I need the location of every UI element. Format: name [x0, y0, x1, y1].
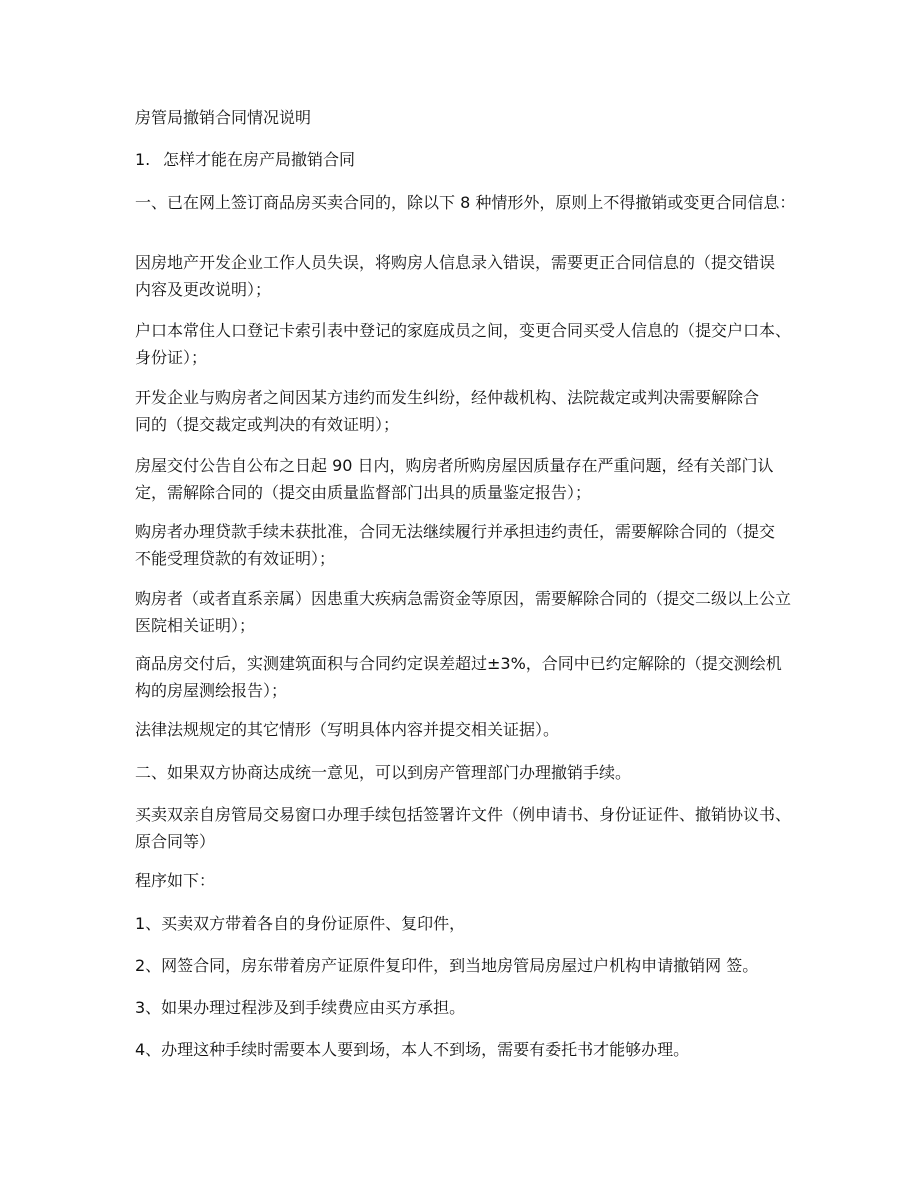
materials-line-2: 原合同等）: [135, 832, 216, 851]
section-1-number: 1.: [135, 150, 151, 169]
procedure-step: 2、网签合同，房东带着房产证原件复印件，到当地房管局房屋过户机构申请撤销网 签。: [135, 956, 759, 975]
section-2-paragraph: 二、如果双方协商达成统一意见，可以到房产管理部门办理撤销手续。: [135, 763, 632, 782]
case-item: [135, 249, 775, 303]
case-3-line-1: 开发企业与购房者之间因某方违约而发生纠纷，经仲裁机构、法院裁定或判决需要解除合: [135, 388, 760, 407]
case-item: [135, 384, 759, 438]
case-2-line-1: 户口本常住人口登记卡索引表中登记的家庭成员之间，变更合同买受人信息的（提交户口本、: [135, 321, 792, 340]
case-7-line-2: 构的房屋测绘报告）；: [135, 681, 288, 700]
procedure-step: 4、办理这种手续时需要本人要到场，本人不到场，需要有委托书才能够办理。: [135, 1040, 690, 1059]
case-6-line-1: 购房者（或者直系亲属）因患重大疾病急需资金等原因，需要解除合同的（提交二级以上公立: [135, 589, 792, 608]
section-1-title: 怎样才能在房产局撤销合同: [163, 150, 356, 169]
procedure-label: 程序如下：: [135, 871, 216, 890]
case-item: [135, 317, 791, 371]
case-4-line-1: 房屋交付公告自公布之日起 90 日内，购房者所购房屋因质量存在严重问题，经有关部门认: [135, 456, 774, 475]
procedure-step: 1、买卖双方带着各自的身份证原件、复印件，: [135, 914, 466, 933]
document-title: 房管局撤销合同情况说明: [135, 108, 312, 127]
case-item: [135, 452, 774, 506]
case-1-line-1: 因房地产开发企业工作人员失误，将购房人信息录入错误，需要更正合同信息的（提交错误: [135, 253, 776, 272]
section-1-heading: [135, 146, 355, 173]
materials-paragraph: [135, 801, 791, 855]
case-3-line-2: 同的（提交裁定或判决的有效证明）；: [135, 415, 400, 434]
case-5-line-1: 购房者办理贷款手续未获批准，合同无法继续履行并承担违约责任，需要解除合同的（提交: [135, 522, 776, 541]
case-1-line-2: 内容及更改说明）；: [135, 280, 272, 299]
case-4-line-2: 定，需解除合同的（提交由质量监督部门出具的质量鉴定报告）；: [135, 483, 592, 502]
case-item: [135, 585, 791, 639]
case-item: [135, 518, 775, 572]
intro-paragraph: 一、已在网上签订商品房买卖合同的，除以下 8 种情形外，原则上不得撤销或变更合同信息：: [135, 193, 796, 212]
case-2-line-2: 身份证）；: [135, 348, 208, 367]
procedure-step: 3、如果办理过程涉及到手续费应由买方承担。: [135, 998, 466, 1017]
case-6-line-2: 医院相关证明）；: [135, 616, 256, 635]
case-item: [135, 650, 782, 704]
materials-line-1: 买卖双亲自房管局交易窗口办理手续包括签署许文件（例申请书、身份证证件、撤销协议书、: [135, 805, 792, 824]
case-5-line-2: 不能受理贷款的有效证明）；: [135, 549, 336, 568]
case-8: 法律法规规定的其它情形（写明具体内容并提交相关证据）。: [135, 720, 560, 739]
case-7-line-1: 商品房交付后，实测建筑面积与合同约定误差超过±3%，合同中已约定解除的（提交测绘机: [135, 654, 782, 673]
